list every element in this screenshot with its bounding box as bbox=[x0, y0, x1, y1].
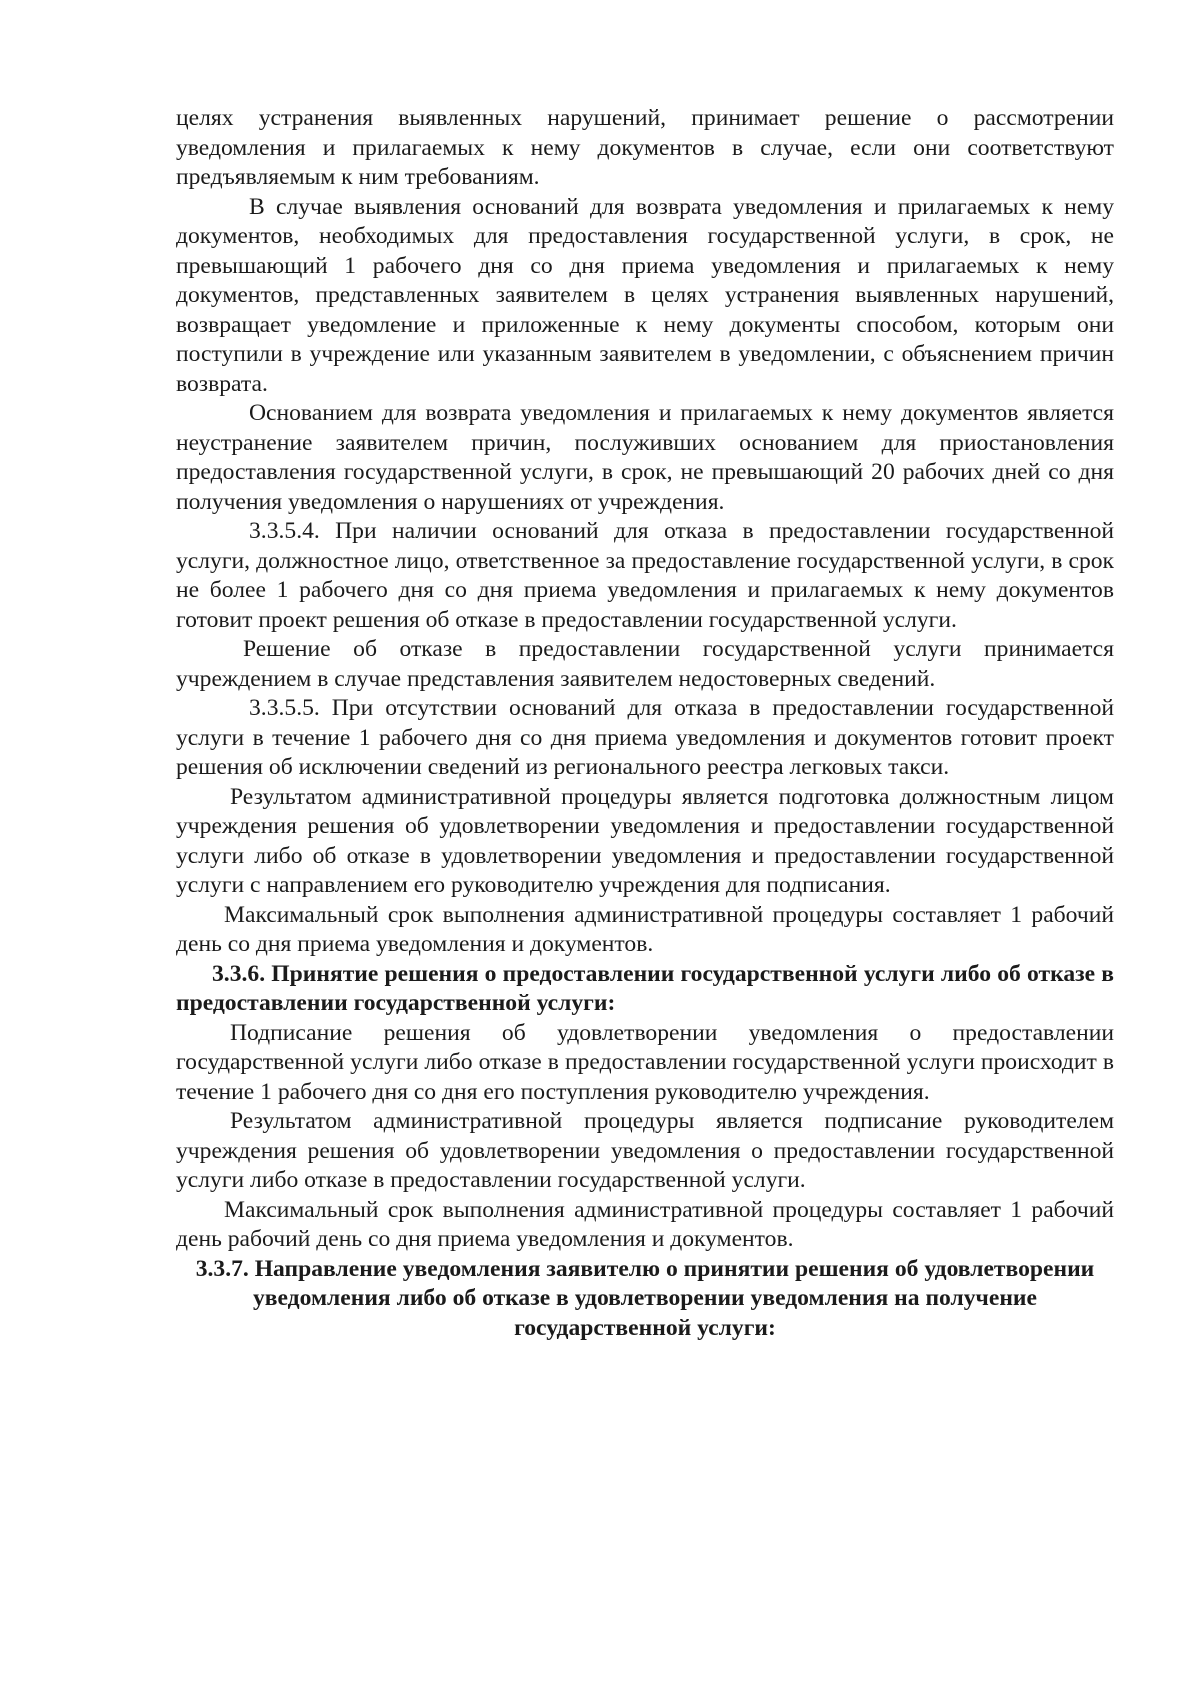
paragraph-max-term: Максимальный срок выполнения административной процедуры составляет 1 рабочий день со дня приема уведомления и документов. bbox=[176, 901, 1114, 957]
section-heading-3-3-6: 3.3.6. Принятие решения о предоставлении государственной услуги либо об отказе в предоставлении государственной услуги: bbox=[176, 960, 1114, 1016]
paragraph-3-3-5-4: 3.3.5.4. При наличии оснований для отказа в предоставлении государственной услуги, должностное лицо, ответственное за предоставление государственной услуги, в срок не более 1 рабочего дня со дня приема уведомления и прилагаемых к нему документов готовит проект решения об отказе в предоставлении государственной услуги. bbox=[176, 518, 1114, 633]
paragraph-signing: Подписание решения об удовлетворении уведомления о предоставлении государственной услуги либо отказе в предоставлении государственной услуги происходит в течение 1 рабочего дня со дня его поступления руководителю учреждения. bbox=[176, 1019, 1114, 1105]
paragraph-signing-result: Результатом административной процедуры является подписание руководителем учреждения решения об удовлетворении уведомления о предоставлении государственной услуги либо отказе в предоставлении государственной услуги. bbox=[176, 1108, 1114, 1193]
paragraph-procedure-result: Результатом административной процедуры является подготовка должностным лицом учреждения решения об удовлетворении уведомления и предоставлении государственной услуги либо об отказе в удовлетворении уведомления и предоставлении государственной услуги с направлением его руководителю учреждения для подписания. bbox=[176, 783, 1114, 898]
paragraph-refusal-decision: Решение об отказе в предоставлении государственной услуги принимается учреждением в случае представления заявителем недостоверных сведений. bbox=[176, 636, 1114, 692]
paragraph-return-grounds: В случае выявления оснований для возврата уведомления и прилагаемых к нему документов, необходимых для предоставления государственной услуги, в срок, не превышающий 1 рабочего дня со дня приема уведомления и прилагаемых к нему документов, представленных заявителем в целях устранения выявленных нарушений, возвращает уведомление и приложенные к нему документы способом, которым они поступили в учреждение или указанным заявителем в уведомлении, с объяснением причин возврата. bbox=[176, 193, 1114, 397]
paragraph-3-3-5-5: 3.3.5.5. При отсутствии оснований для отказа в предоставлении государственной услуги в течение 1 рабочего дня со дня приема уведомления и документов готовит проект решения об исключении сведений из регионального реестра легковых такси. bbox=[176, 695, 1114, 780]
paragraph-continuation: целях устранения выявленных нарушений, принимает решение о рассмотрении уведомления и прилагаемых к нему документов в случае, если они соответствуют предъявляемым к ним требованиям. bbox=[176, 105, 1114, 190]
section-heading-3-3-7: 3.3.7. Направление уведомления заявителю о принятии решения об удовлетворении уведомления либо об отказе в удовлетворении уведомления на получение государственной услуги: bbox=[195, 1255, 1095, 1341]
paragraph-signing-max-term: Максимальный срок выполнения административной процедуры составляет 1 рабочий день рабочий день со дня приема уведомления и документов. bbox=[176, 1196, 1114, 1252]
paragraph-return-basis: Основанием для возврата уведомления и прилагаемых к нему документов является неустранение заявителем причин, послуживших основанием для приостановления предоставления государственной услуги, в срок, не превышающий 20 рабочих дней со дня получения уведомления о нарушениях от учреждения. bbox=[176, 400, 1114, 515]
